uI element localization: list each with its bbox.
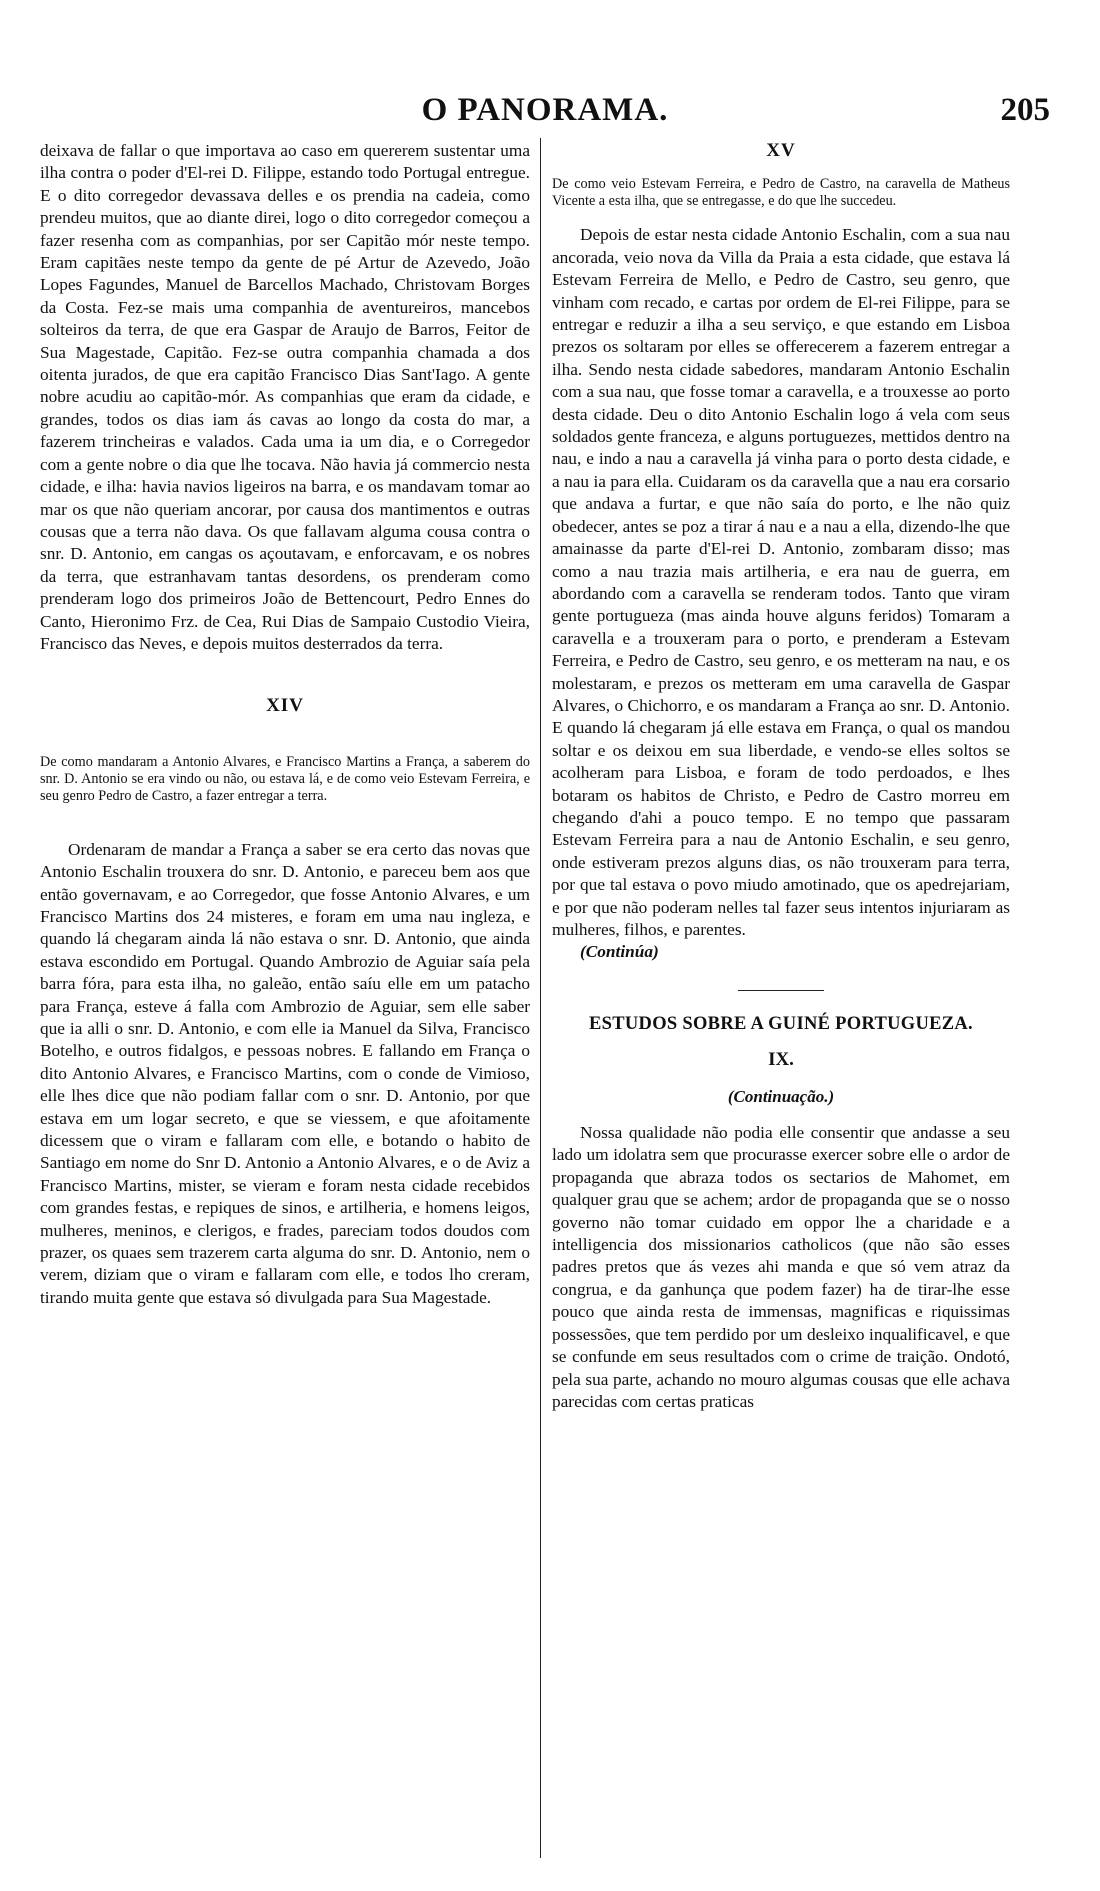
paragraph-ordenaram: Ordenaram de mandar a França a saber se era certo das novas que Antonio Eschalin trouxera do snr. D. Antonio, e pareceu bem aos que então governavam, e ao Corregedor, que fosse Antonio Alvares, e um Francisco Martins dos 24 misteres, e foram em uma nau ingleza, e quando lá chegaram ainda lá não estava o snr. D. Antonio, que ainda estava escondido em Portugal. Quando Ambrozio de Aguiar saía pela barra fóra, para esta ilha, no galeão, então saíu elle em um patacho para França, esteve á falla com Ambrozio de Aguiar, sem elle saber que ia alli o snr. D. Antonio, e com elle ia Manuel da Silva, Francisco Botelho, e outros fidalgos, e pessoas nobres. E fallando em França o dito Antonio Alvares, e Francisco Martins, com o conde de Vimioso, elle lhes dice que não podiam fallar com o snr. D. Antonio, por que estava em um logar secreto, e que se viessem, e que afoitamente dicessem que o viram e fallaram com elle, e botando o habito de Santiago em nome do Snr D. Antonio a Antonio Alvares, e o de Aviz a Francisco Martins, mister, se vieram e foram nesta cidade recebidos com grandes festas, e repiques de sinos, e artilheria, e homens leigos, mulheres, meninos, e clerigos, e frades, pareciam todos doudos com prazer, os quaes sem trazerem carta alguma do snr. D. Antonio, nem o verem, diziam que o viram e fallaram com elle, e todos lho creram, tirando muita gente que estava só divulgada para Sua Magestade. (40, 839, 530, 1307)
newspaper-title: O PANORAMA. (421, 92, 669, 128)
study-number: IX. (768, 1049, 794, 1071)
paragraph-continued: deixava de fallar o que importava ao caso em quererem sustentar uma ilha contra o poder d'El-rei D. Filippe, estando todo Portugal entregue. E o dito corregedor devassava delles e os prendia na cadeia, como prendeu muitos, que ao diante direi, logo o dito corregedor começou a fazer resenha com as companhias, por ser Capitão mór neste tempo. Eram capitães neste tempo da gente de pé Artur de Azevedo, João Lopes Fagundes, Manuel de Barcellos Machado, Christovam Borges da Costa. Fez-se mais uma companhia de aventureiros, mancebos solteiros da terra, de que era Gaspar de Araujo de Barros, Feitor de Sua Magestade, Capitão. Fez-se outra companhia chamada a dos oitenta jurados, de que era capitão Francisco Dias Sant'Iago. A gente nobre acudiu ao capitão-mór. As companhias que eram da cidade, e grandes, todos os dias iam ás cavas ao longo da costa do mar, a fazerem trincheiras e valados. Cada uma ia um dia, e o Corregedor com a gente nobre o dia que lhe tocava. Não havia já commercio nesta cidade, e ilha: havia navios ligeiros na barra, e os mandavam tomar ao mar os que não queriam ancorar, por causa dos mantimentos e outras cousas que a terra não dava. Os que fallavam alguma cousa contra o snr. D. Antonio, em cangas os açoutavam, e enforcavam, e os nobres da terra, que estranhavam tantas desordens, os prenderam como prenderam logo dos primeiros João de Bettencourt, Pedro Ennes do Canto, Hieronimo Frz. de Cea, Rui Dias de Sampaio Custodio Vieira, Francisco das Neves, e depois muitos desterrados da terra. (40, 141, 530, 653)
paragraph-nossa: Nossa qualidade não podia elle consentir que andasse a seu lado um idolatra sem que procurasse exercer sobre elle o ardor de propaganda que abraza todos os sectarios de Mahomet, em qualquer grau que se achem; ardor de propaganda que se o nosso governo não tomar cuidado em oppor lhe a charidade e a intelligencia dos missionarios catholicos (que não são esses padres pretos que ás vezes ahi manda e que só vem atraz da congrua, e da ganhunça que podem fazer) ha de tirar-lhe esse pouco que ainda resta de immensas, magnificas e riquissimas possessões, que tem perdido por um desleixo inqualificavel, e que se confunde em seus resultados com o crime de traição. Ondotó, pela sua parte, achando no mouro algumas cousas que elle achava parecidas com certas praticas (552, 1123, 1010, 1411)
section-summary-xiv: De como mandaram a Antonio Alvares, e Francisco Martins a França, a saberem do snr. D. Antonio se era vindo ou não, ou estava lá, e de como veio Estevam Ferreira, e seu genro Pedro de Castro, a fazer entregar a terra. (40, 753, 530, 804)
page-number: 205 (1000, 92, 1050, 128)
continua-note: (Continúa) (580, 942, 659, 962)
study-title: ESTUDOS SOBRE A GUINÉ PORTUGUEZA. (589, 1013, 973, 1034)
left-column (40, 140, 530, 1309)
paragraph-depois: Depois de estar nesta cidade Antonio Eschalin, com a sua nau ancorada, veio nova da Villa da Praia a esta cidade, que estava lá Estevam Ferreira de Mello, e Pedro de Castro, seu genro, que vinham com recado, e cartas por ordem de El-rei Filippe, para se entregar e reduzir a ilha a seu serviço, e que estando em Lisboa prezos os soltaram por elles se offerecerem a fazerem entregar a ilha. Sendo nesta cidade sabedores, mandaram Antonio Eschalin com a sua nau, que fosse tomar a caravella, e a trouxesse ao porto desta cidade. Deu o dito Antonio Eschalin logo á vela com seus soldados gente franceza, e alguns portuguezes, mettidos dentro na nau, e indo a nau a caravella já vinha para o porto desta cidade, e a nau ia para ella. Cuidaram os da caravella que a nau era corsario que andava a furtar, e que não saía do porto, e lhe não quiz obedecer, antes se poz a tirar á nau e a nau a ella, dizendo-lhe que amainasse da parte d'El-rei D. Antonio, zombaram disso; mas como a nau trazia mais artilheria, e era nau de guerra, em abordando com a caravella se renderam todos. Tanto que viram gente portugueza (mas ainda houve alguns feridos) Tomaram a caravella e a trouxeram para o porto, e prenderam a Estevam Ferreira, e Pedro de Castro, seu genro, e os metteram na nau, e os molestaram, e prezos os metteram em uma caravella de Gaspar Alvares, o Chichorro, e os mandaram a França ao snr. D. Antonio. E quando lá chegaram já elle estava em França, o qual os mandou soltar e os deixou em sua liberdade, e vendo-se elles soltos se acolheram para Lisboa, e foram de todo perdoados, e lhes botaram os habitos de Christo, e Pedro de Castro morreu em chegando d'ahi a pouco tempo. E no tempo que passaram Estevam Ferreira para a nau de Antonio Eschalin, e seu genro, onde estiveram prezos alguns dias, os não trouxeram para terra, por que tal estava o povo miudo amotinado, que os apedrejariam, e por que não poderam nelles tal fazer seus intentos injuriaram as mulheres, filhos, e parentes. (552, 225, 1010, 939)
column-divider (540, 138, 541, 1858)
page-header (40, 92, 1050, 132)
section-heading-xv: XV (766, 140, 796, 161)
right-column (552, 140, 1010, 1413)
section-summary-xv: De como veio Estevam Ferreira, e Pedro de Castro, na caravella de Matheus Vicente a esta ilha, que se entregasse, e do que lhe succedeu. (552, 176, 1010, 210)
section-heading-xiv: XIV (266, 695, 304, 717)
continuacao-note: (Continuação.) (727, 1086, 835, 1106)
